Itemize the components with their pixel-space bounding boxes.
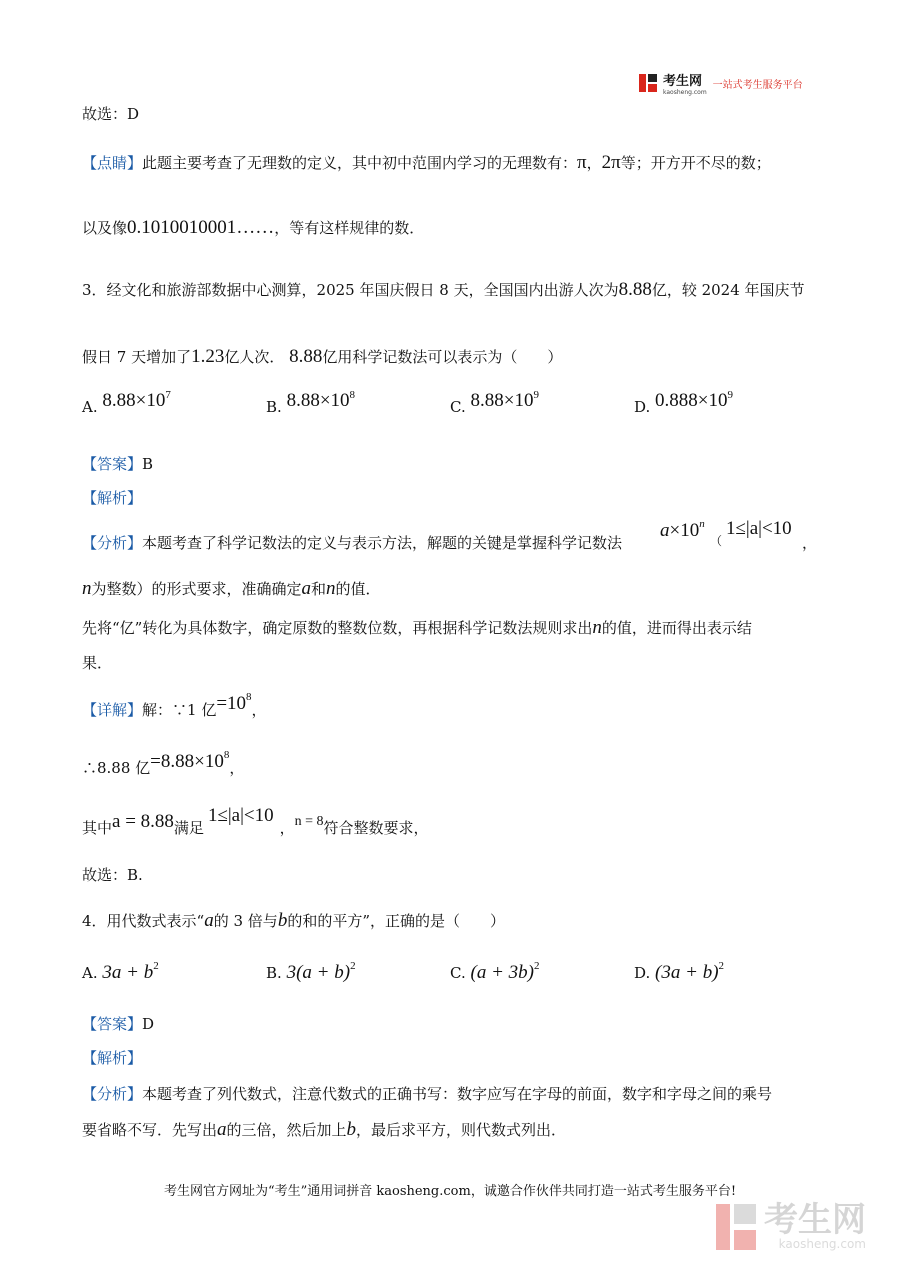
times-ten: ×10 (669, 520, 700, 541)
var-n: n (82, 578, 92, 599)
option-letter: D. (634, 398, 651, 416)
option-letter: A. (82, 398, 98, 416)
text: ∴8.88 亿 (82, 759, 151, 777)
option-exponent: 2 (718, 960, 725, 972)
q3-analysis-line-1 (82, 532, 622, 553)
equation: =10 (216, 693, 247, 714)
option-expr: 8.88×10 (286, 390, 350, 411)
exp-n: n (699, 518, 705, 530)
option-exponent: 7 (165, 389, 171, 401)
watermark-name: 考生网 (764, 1200, 866, 1240)
answer-value: B (142, 455, 154, 473)
var-b: b (346, 1119, 357, 1140)
answer-tag: 【答案】 (82, 1015, 143, 1033)
footer-text: 考生网官方网址为“考生”通用词拼音 kaosheng.com，诚邀合作伙伴共同打造一站式考生服务平台! (163, 1184, 737, 1199)
logo-domain: kaosheng.com (663, 88, 707, 96)
answer-value: D (142, 1015, 155, 1033)
text: ，等有这样规律的数． (274, 219, 425, 237)
q3-detail-line-3 (82, 805, 429, 839)
q4-analysis-tag: 【解析】 (82, 1049, 143, 1067)
option-letter: D. (634, 964, 651, 982)
q4-option-a (82, 962, 159, 984)
text: ， (251, 701, 267, 719)
kaosheng-watermark-icon (716, 1204, 756, 1250)
text: 的和的平方”，正确的是（ ） (287, 912, 505, 930)
answer-line: 故选：D (82, 105, 140, 123)
two-pi-symbol: 2π (601, 152, 621, 173)
logo-name: 考生网 (663, 73, 703, 89)
q4-analysis-line-2 (82, 1119, 566, 1141)
equation: a = 8.88 (112, 811, 174, 832)
q4-answer (82, 1013, 154, 1034)
q3-analysis-line-2 (82, 578, 381, 600)
var-a: a (204, 910, 214, 931)
q3-analysis-tag: 【解析】 (82, 489, 143, 507)
text: 的 3 倍与 (213, 912, 278, 930)
kaosheng-logo-icon (639, 74, 657, 92)
q3-analysis-line-4: 果． (82, 654, 113, 672)
q4-option-d (634, 962, 724, 984)
q3-detail-line-1 (82, 691, 267, 721)
answer-tag: 【答案】 (82, 455, 143, 473)
q3-final: 故选：B. (82, 866, 143, 884)
text: 亿用科学记数法可以表示为（ ） (322, 348, 563, 366)
option-expr: (3a + b) (655, 962, 719, 983)
text: 亿人次． (224, 348, 285, 366)
text: 假日 7 天增加了 (82, 348, 192, 366)
paren: （ (710, 534, 723, 548)
var-a: a (217, 1119, 227, 1140)
text: 的值． (335, 580, 381, 598)
option-exponent: 8 (349, 389, 356, 401)
option-exponent: 2 (153, 960, 159, 972)
point-text-end: 等；开方开不尽的数； (620, 154, 771, 172)
sci-notation-form (660, 520, 705, 542)
point-tag: 【点睛】 (82, 154, 143, 172)
exponent: 8 (223, 749, 230, 761)
text: 先将“亿”转化为具体数字，确定原数的整数位数，再根据科学记数法规则求出 (82, 619, 593, 637)
text: 和 (311, 580, 327, 598)
text: 为整数）的形式要求，准确确定 (91, 580, 302, 598)
text: 亿，较 2024 年国庆节 (651, 281, 805, 299)
text: 满足 (173, 819, 204, 837)
point-line-2 (82, 217, 424, 239)
var-a: a (301, 578, 312, 599)
option-letter: C. (450, 398, 466, 416)
option-expr: (a + 3b) (470, 962, 534, 983)
condition: 1≤|a|<10 (207, 805, 274, 826)
option-exponent: 2 (350, 960, 356, 972)
q4-option-b (266, 962, 356, 984)
q3-analysis-line-3 (82, 617, 752, 639)
option-d (634, 389, 734, 418)
option-exponent: 9 (533, 389, 539, 401)
option-expr: 8.88×10 (102, 390, 166, 411)
text: 的值，进而得出表示结 (601, 619, 752, 637)
pi-symbol: π (577, 152, 587, 173)
condition: 1≤|a|<10 (726, 518, 792, 539)
option-expr: 3(a + b) (286, 962, 351, 983)
number: 8.88 (618, 279, 652, 300)
text: 以及像 (82, 219, 128, 237)
option-exponent: 9 (727, 389, 734, 401)
option-letter: B. (266, 398, 282, 416)
text: 本题考查了列代数式，注意代数式的正确书写：数字应写在字母的前面，数字和字母之间的乘号 (142, 1085, 773, 1103)
q3-answer (82, 453, 153, 474)
option-c (450, 389, 539, 418)
comma: ， (586, 154, 602, 172)
option-a (82, 389, 171, 418)
option-exponent: 2 (533, 960, 540, 972)
analysis-tag: 【分析】 (82, 1085, 143, 1103)
text: ， (229, 759, 245, 777)
exponent: 8 (246, 691, 252, 703)
option-b (266, 389, 356, 418)
text: 符合整数要求， (323, 819, 429, 837)
question-3-line-1 (82, 279, 805, 301)
text: ， (279, 819, 295, 837)
question-3-line-2 (82, 346, 562, 368)
option-letter: B. (266, 964, 282, 982)
text: 的三倍，然后加上 (226, 1121, 347, 1139)
text: 4．用代数式表示“ (82, 912, 205, 930)
logo-slogan: 一站式考生服务平台 (712, 79, 803, 91)
header-logo (639, 72, 803, 94)
text: 要省略不写．先写出 (82, 1121, 218, 1139)
q4-option-c (450, 962, 539, 984)
text: 解：∵1 亿 (142, 701, 217, 719)
text: 3．经文化和旅游部数据中心测算，2025 年国庆假日 8 天，全国国内出游人次为 (82, 281, 619, 299)
number: 8.88 (289, 346, 323, 367)
option-expr: 3a + b (102, 962, 154, 983)
equation: =8.88×10 (150, 751, 224, 772)
var-n: n (326, 578, 336, 599)
var-b: b (277, 910, 288, 931)
number: 1.23 (191, 346, 225, 367)
decimal-number: 0.1010010001…… (127, 217, 275, 238)
watermark-domain: kaosheng.com (778, 1237, 866, 1251)
q3-detail-line-2 (82, 749, 245, 779)
question-4 (82, 910, 505, 932)
option-letter: C. (450, 964, 466, 982)
point-line (82, 152, 771, 174)
text: ，最后求平方，则代数式列出． (356, 1121, 567, 1139)
text: 其中 (82, 819, 113, 837)
analysis-tag: 【分析】 (82, 534, 143, 552)
option-expr: 8.88×10 (470, 390, 534, 411)
q4-analysis-line-1 (82, 1083, 772, 1104)
var-n: n (592, 617, 602, 638)
comma: ， (802, 534, 818, 552)
option-letter: A. (82, 964, 98, 982)
option-expr: 0.888×10 (655, 390, 728, 411)
text: 本题考查了科学记数法的定义与表示方法，解题的关键是掌握科学记数法 (142, 534, 623, 552)
detail-tag: 【详解】 (82, 701, 143, 719)
var-a: a (660, 520, 670, 541)
watermark-logo (716, 1200, 866, 1251)
equation: n = 8 (294, 814, 324, 829)
point-text: 此题主要考查了无理数的定义，其中初中范围内学习的无理数有： (142, 154, 578, 172)
